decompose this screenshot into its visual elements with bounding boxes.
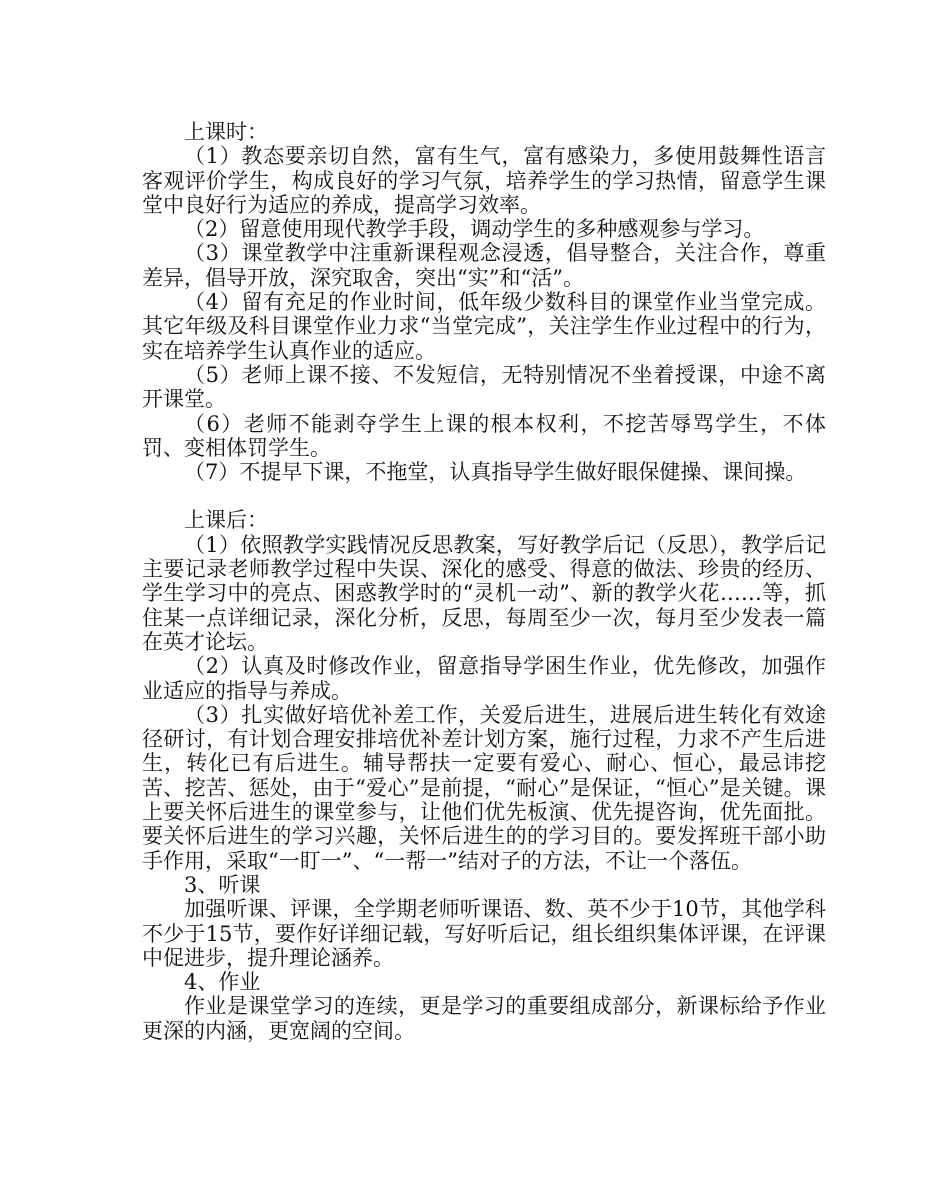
list-item: （1）教态要亲切自然，富有生气，富有感染力，多使用鼓舞性语言客观评价学生，构成良好的学习气氛，培养学生的学习热情，留意学生课堂中良好行为适应的养成，提高学习效率。 bbox=[142, 144, 826, 217]
list-item: （1）依照教学实践情况反思教案，写好教学后记（反思），教学后记主要记录老师教学过程中失误、深化的感受、得意的做法、珍贵的经历、学生学习中的亮点、困惑教学时的“灵机一动”、新的教学火花……等，抓住某一点详细记录，深化分析，反思，每周至少一次，每月至少发表一篇在英才论坛。 bbox=[142, 532, 826, 654]
section-heading-during-class: 上课时： bbox=[184, 120, 268, 144]
section-heading-after-class: 上课后： bbox=[184, 508, 268, 533]
section-body-listening: 加强听课、评课，全学期老师听课语、数、英不少于10节，其他学科不少于15节，要作好详细记载，写好听后记，组长组织集体评课，在评课中促进步，提升理论涵养。 bbox=[142, 897, 826, 970]
section-heading-listening: 3、听课 bbox=[184, 872, 261, 897]
list-item: （2）认真及时修改作业，留意指导学困生作业，优先修改，加强作业适应的指导与养成。 bbox=[142, 654, 826, 703]
list-item: （2）留意使用现代教学手段，调动学生的多种感观参与学习。 bbox=[184, 217, 765, 242]
paragraph-gap bbox=[142, 484, 826, 508]
list-item: （5）老师上课不接、不发短信，无特别情况不坐着授课，中途不离开课堂。 bbox=[142, 362, 826, 412]
section-heading-homework: 4、作业 bbox=[184, 970, 261, 995]
list-item: （7）不提早下课，不拖堂，认真指导学生做好眼保健操、课间操。 bbox=[184, 460, 807, 485]
section-body-homework: 作业是课堂学习的连续，更是学习的重要组成部分，新课标给予作业更深的内涵，更宽阔的空间。 bbox=[142, 994, 826, 1043]
list-item: （6）老师不能剥夺学生上课的根本权利，不挖苦辱骂学生，不体罚、变相体罚学生。 bbox=[142, 411, 826, 460]
list-item: （3）扎实做好培优补差工作，关爱后进生，进展后进生转化有效途径研讨，有计划合理安排培优补差计划方案，施行过程，力求不产生后进生，转化已有后进生。辅导帮扶一定要有爱心、耐心、恒心，最忌讳挖苦、挖苦、惩处，由于“爱心”是前提，“耐心”是保证，“恒心”是关键。课上要关怀后进生的课堂参与，让他们优先板演、优先提咨询，优先面批。要关怀后进生的学习兴趣，关怀后进生的的学习目的。要发挥班干部小助手作用，采取“一盯一”、“一帮一”结对子的方法，不让一个落伍。 bbox=[142, 702, 826, 873]
list-item: （3）课堂教学中注重新课程观念浸透，倡导整合，关注合作，尊重差异，倡导开放，深究取舍，突出“实”和“活”。 bbox=[142, 241, 826, 290]
list-item: （4）留有充足的作业时间，低年级少数科目的课堂作业当堂完成。其它年级及科目课堂作业力求“当堂完成”，关注学生作业过程中的行为，实在培养学生认真作业的适应。 bbox=[142, 290, 826, 363]
document-page bbox=[142, 120, 826, 1043]
